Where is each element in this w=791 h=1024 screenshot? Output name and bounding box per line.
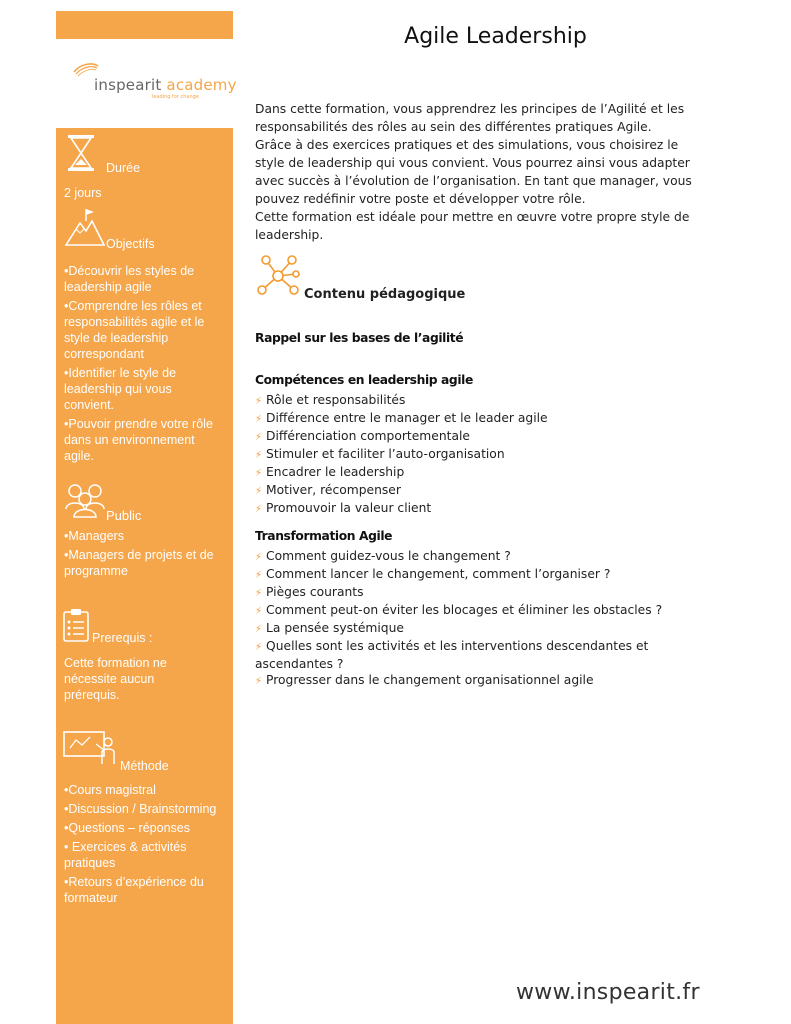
methode-list <box>64 782 224 909</box>
list-item-text: Progresser dans le changement organisationnel agile <box>266 673 594 687</box>
objectifs-heading: Objectifs <box>106 237 155 251</box>
logo-brand-accent: academy <box>166 76 237 94</box>
logo-tagline: leading for change <box>152 94 199 100</box>
methode-heading: Méthode <box>120 759 169 773</box>
page-title: Agile Leadership <box>404 24 587 49</box>
section-title-transformation: Transformation Agile <box>255 529 393 543</box>
logo-text <box>94 76 237 94</box>
list-item-text: Promouvoir la valeur client <box>266 501 432 515</box>
list-item <box>255 566 675 584</box>
bolt-icon: ⚡ <box>255 486 263 497</box>
methode-item: •Cours magistral <box>64 783 156 797</box>
bolt-icon: ⚡ <box>255 432 263 443</box>
duree-heading: Durée <box>106 161 141 175</box>
contenu-heading: Contenu pédagogique <box>304 287 466 302</box>
methode-item: •Retours d’expérience du formateur <box>64 875 204 905</box>
bolt-icon: ⚡ <box>255 396 263 407</box>
bolt-icon: ⚡ <box>255 468 263 479</box>
list-item-text: Pièges courants <box>266 585 364 599</box>
list-item <box>255 428 675 446</box>
section-title-competences: Compétences en leadership agile <box>255 373 473 387</box>
list-item-text: Comment guidez-vous le changement ? <box>266 549 511 563</box>
list-item-text: Différenciation comportementale <box>266 429 470 443</box>
methode-item: •Discussion / Brainstorming <box>64 802 217 816</box>
list-item-text: Stimuler et faciliter l’auto-organisation <box>266 447 505 461</box>
intro-paragraph: Cette formation est idéale pour mettre en œuvre votre propre style de leadership. <box>255 210 690 242</box>
list-item <box>255 638 675 672</box>
list-item <box>255 672 675 690</box>
prerequis-heading: Prerequis : <box>92 631 153 645</box>
list-item-text: Rôle et responsabilités <box>266 393 406 407</box>
teacher-board-icon <box>62 730 118 766</box>
bolt-icon: ⚡ <box>255 676 263 687</box>
objectifs-item: •Identifier le style de leadership qui vous convient. <box>64 366 177 412</box>
clipboard-checklist-icon <box>62 608 90 642</box>
bolt-icon: ⚡ <box>255 606 263 617</box>
bolt-icon: ⚡ <box>255 570 263 581</box>
transformation-list <box>255 548 675 690</box>
logo-brand: inspearit <box>94 76 162 94</box>
objectifs-item: •Découvrir les styles de leadership agile <box>64 264 195 294</box>
list-item-text: La pensée systémique <box>266 621 404 635</box>
objectifs-list <box>64 263 224 467</box>
list-item <box>255 500 675 518</box>
footer-website-link[interactable]: www.inspearit.fr <box>516 980 700 1005</box>
list-item <box>255 620 675 638</box>
section-title-rappel: Rappel sur les bases de l’agilité <box>255 331 464 345</box>
list-item-text: Comment lancer le changement, comment l’organiser ? <box>266 567 611 581</box>
bolt-icon: ⚡ <box>255 642 263 653</box>
bolt-icon: ⚡ <box>255 450 263 461</box>
public-item: •Managers <box>64 529 124 543</box>
intro-paragraph: Dans cette formation, vous apprendrez les principes de l’Agilité et les responsabilités des rôles au sein des différentes pratiques Agile. <box>255 102 685 134</box>
list-item <box>255 410 675 428</box>
list-item <box>255 548 675 566</box>
list-item-text: Motiver, récompenser <box>266 483 401 497</box>
prerequis-text: Cette formation ne nécessite aucun prérequis. <box>64 656 167 702</box>
list-item <box>255 446 675 464</box>
network-nodes-icon <box>254 252 302 300</box>
bolt-icon: ⚡ <box>255 588 263 599</box>
list-item <box>255 584 675 602</box>
methode-item: •Questions – réponses <box>64 821 190 835</box>
bolt-icon: ⚡ <box>255 552 263 563</box>
intro-text <box>255 100 705 244</box>
people-group-icon <box>64 483 106 519</box>
bolt-icon: ⚡ <box>255 624 263 635</box>
list-item <box>255 602 675 620</box>
list-item-text: Comment peut-on éviter les blocages et éliminer les obstacles ? <box>266 603 663 617</box>
public-item: •Managers de projets et de programme <box>64 548 214 578</box>
list-item-text: Différence entre le manager et le leader agile <box>266 411 548 425</box>
mountain-flag-icon <box>64 207 106 247</box>
list-item <box>255 392 675 410</box>
objectifs-item: •Pouvoir prendre votre rôle dans un environnement agile. <box>64 417 213 463</box>
duree-value: 2 jours <box>64 186 102 200</box>
list-item <box>255 464 675 482</box>
bolt-icon: ⚡ <box>255 504 263 515</box>
list-item-text: Quelles sont les activités et les interventions descendantes et ascendantes ? <box>255 639 649 671</box>
list-item-text: Encadrer le leadership <box>266 465 405 479</box>
public-list <box>64 528 224 582</box>
competences-list <box>255 392 675 518</box>
bolt-icon: ⚡ <box>255 414 263 425</box>
methode-item: • Exercices & activités pratiques <box>64 840 187 870</box>
list-item <box>255 482 675 500</box>
public-heading: Public <box>106 508 142 523</box>
objectifs-item: •Comprendre les rôles et responsabilités agile et le style de leadership correspondant <box>64 299 205 361</box>
intro-paragraph: Grâce à des exercices pratiques et des simulations, vous choisirez le style de leadership qui vous convient. Vous pourrez ainsi vous adapter avec succès à l’évolution de l’organisation. En tant que manager, vous pouvez redéfinir votre poste et développer votre rôle. <box>255 138 692 206</box>
hourglass-icon <box>66 134 96 172</box>
